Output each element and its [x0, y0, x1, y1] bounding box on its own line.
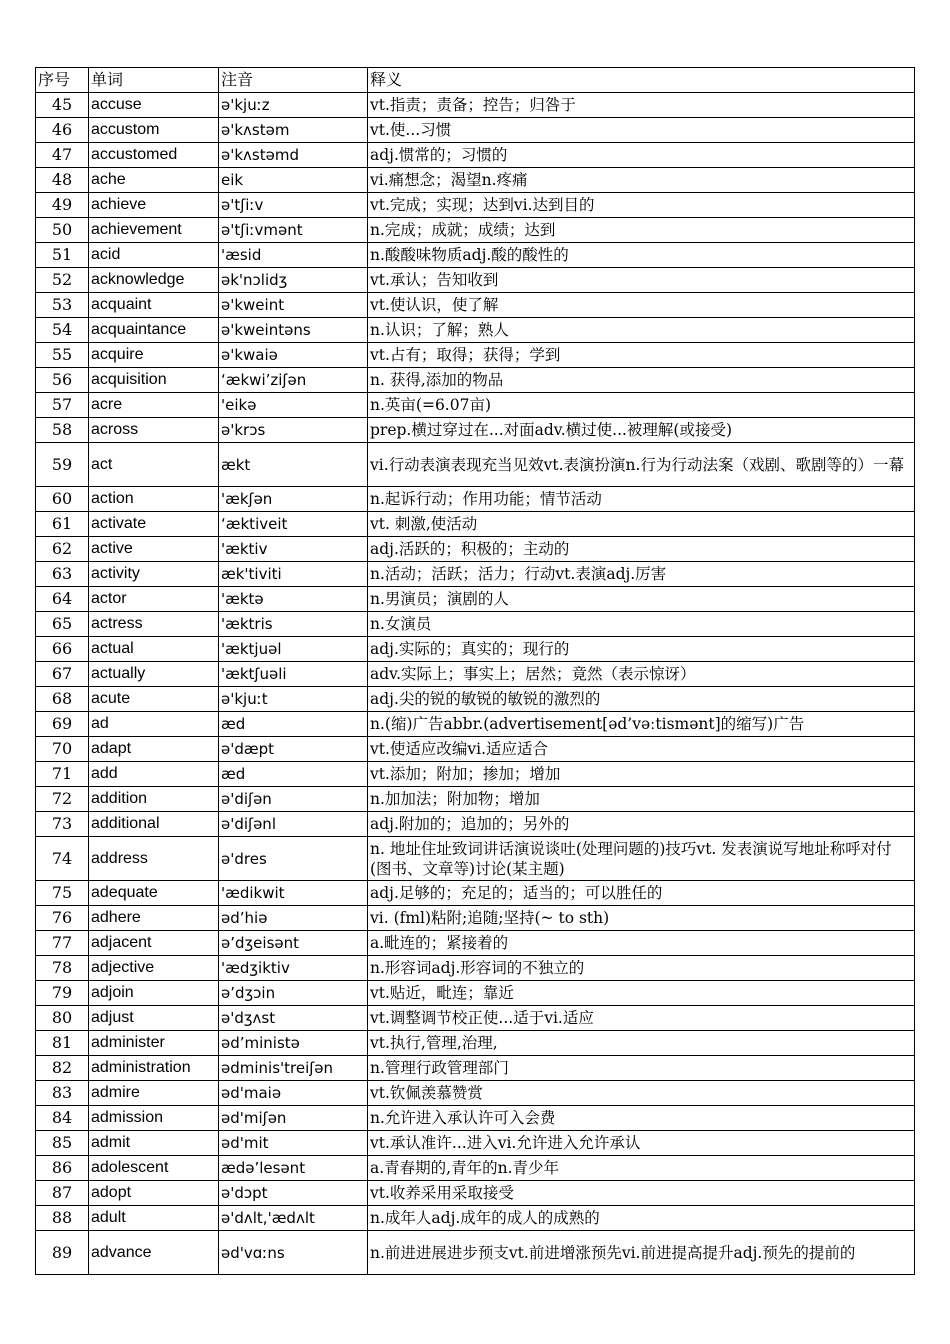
table-row: [36, 737, 915, 762]
row-word: acre: [89, 393, 219, 418]
row-number: 82: [36, 1056, 89, 1081]
vocabulary-table: [35, 67, 915, 1275]
row-word: additional: [89, 812, 219, 837]
row-phonetic: 'æktʃuəli: [219, 662, 368, 687]
row-number: 58: [36, 418, 89, 443]
row-number: 53: [36, 293, 89, 318]
row-phonetic: 'æktiv: [219, 537, 368, 562]
row-definition: a.青春期的,青年的n.青少年: [368, 1156, 915, 1181]
row-number: 85: [36, 1131, 89, 1156]
table-row: [36, 612, 915, 637]
table-row: [36, 1181, 915, 1206]
table-row: [36, 343, 915, 368]
row-word: add: [89, 762, 219, 787]
row-definition: vt.调整调节校正使...适于vi.适应: [368, 1006, 915, 1031]
row-number: 75: [36, 881, 89, 906]
row-number: 70: [36, 737, 89, 762]
row-number: 88: [36, 1206, 89, 1231]
row-word: actually: [89, 662, 219, 687]
row-phonetic: əd'vɑːns: [219, 1231, 368, 1275]
table-row: [36, 637, 915, 662]
row-word: adhere: [89, 906, 219, 931]
row-definition: n. 地址住址致词讲话演说谈吐(处理问题的)技巧vt. 发表演说写地址称呼对付(图书、文章等)讨论(某主题): [368, 837, 915, 881]
header-row: [36, 68, 915, 93]
row-word: admire: [89, 1081, 219, 1106]
row-definition: n.女演员: [368, 612, 915, 637]
table-row: [36, 956, 915, 981]
table-row: [36, 1131, 915, 1156]
row-word: across: [89, 418, 219, 443]
table-row: [36, 537, 915, 562]
row-phonetic: əd’hiə: [219, 906, 368, 931]
table-row: [36, 193, 915, 218]
row-phonetic: 'ækʃən: [219, 487, 368, 512]
header-word: 单词: [89, 68, 219, 93]
row-number: 74: [36, 837, 89, 881]
table-row: [36, 118, 915, 143]
row-number: 45: [36, 93, 89, 118]
row-definition: vt.使适应改编vi.适应适合: [368, 737, 915, 762]
row-phonetic: ə'dres: [219, 837, 368, 881]
row-definition: n.英亩(=6.07亩): [368, 393, 915, 418]
row-definition: vt.添加；附加；掺加；增加: [368, 762, 915, 787]
row-definition: adj.惯常的；习惯的: [368, 143, 915, 168]
row-number: 73: [36, 812, 89, 837]
table-row: [36, 787, 915, 812]
row-word: addition: [89, 787, 219, 812]
row-word: action: [89, 487, 219, 512]
table-row: [36, 1056, 915, 1081]
table-row: [36, 93, 915, 118]
row-number: 80: [36, 1006, 89, 1031]
row-word: acquaint: [89, 293, 219, 318]
row-phonetic: ə'dɔpt: [219, 1181, 368, 1206]
row-word: adopt: [89, 1181, 219, 1206]
row-definition: adj.尖的锐的敏锐的敏锐的激烈的: [368, 687, 915, 712]
table-row: [36, 837, 915, 881]
row-phonetic: ə'tʃiːv: [219, 193, 368, 218]
row-definition: vt. 刺激,使活动: [368, 512, 915, 537]
header-number: 序号: [36, 68, 89, 93]
table-row: [36, 662, 915, 687]
row-number: 51: [36, 243, 89, 268]
row-phonetic: ə'kjuːz: [219, 93, 368, 118]
table-row: [36, 1206, 915, 1231]
row-number: 89: [36, 1231, 89, 1275]
row-definition: n.活动；活跃；活力；行动vt.表演adj.厉害: [368, 562, 915, 587]
row-definition: adv.实际上；事实上；居然；竟然（表示惊讶）: [368, 662, 915, 687]
row-word: admit: [89, 1131, 219, 1156]
row-phonetic: 'ædʒiktiv: [219, 956, 368, 981]
row-number: 46: [36, 118, 89, 143]
row-definition: n.成年人adj.成年的成人的成熟的: [368, 1206, 915, 1231]
table-row: [36, 1006, 915, 1031]
row-definition: a.毗连的；紧接着的: [368, 931, 915, 956]
row-phonetic: ə'kweint: [219, 293, 368, 318]
row-word: act: [89, 443, 219, 487]
table-row: [36, 1031, 915, 1056]
table-row: [36, 906, 915, 931]
row-phonetic: ə'kʌstəmd: [219, 143, 368, 168]
row-word: ad: [89, 712, 219, 737]
row-definition: adj.活跃的；积极的；主动的: [368, 537, 915, 562]
row-word: active: [89, 537, 219, 562]
row-phonetic: eik: [219, 168, 368, 193]
row-definition: n.管理行政管理部门: [368, 1056, 915, 1081]
row-definition: vi.行动表演表现充当见效vt.表演扮演n.行为行动法案（戏剧、歌剧等的）一幕: [368, 443, 915, 487]
row-phonetic: ə'krɔs: [219, 418, 368, 443]
table-row: [36, 687, 915, 712]
row-definition: vt.贴近，毗连；靠近: [368, 981, 915, 1006]
row-phonetic: əd'maiə: [219, 1081, 368, 1106]
table-row: [36, 143, 915, 168]
row-phonetic: ‘ækwi’ziʃən: [219, 368, 368, 393]
row-phonetic: 'æktris: [219, 612, 368, 637]
row-phonetic: ə’dʒeisənt: [219, 931, 368, 956]
row-definition: vt.收养采用采取接受: [368, 1181, 915, 1206]
row-definition: n.形容词adj.形容词的不独立的: [368, 956, 915, 981]
row-number: 69: [36, 712, 89, 737]
row-word: advance: [89, 1231, 219, 1275]
row-definition: vt.使...习惯: [368, 118, 915, 143]
row-word: accuse: [89, 93, 219, 118]
row-word: actual: [89, 637, 219, 662]
row-definition: n.认识；了解；熟人: [368, 318, 915, 343]
table-row: [36, 587, 915, 612]
row-phonetic: æd: [219, 712, 368, 737]
row-word: adolescent: [89, 1156, 219, 1181]
row-phonetic: ə'dʌlt,'ædʌlt: [219, 1206, 368, 1231]
table-row: [36, 881, 915, 906]
row-word: actress: [89, 612, 219, 637]
header-definition: 释义: [368, 68, 915, 93]
table-row: [36, 318, 915, 343]
table-row: [36, 981, 915, 1006]
row-number: 86: [36, 1156, 89, 1181]
row-phonetic: ədminis'treiʃən: [219, 1056, 368, 1081]
table-row: [36, 268, 915, 293]
row-phonetic: ə'diʃənl: [219, 812, 368, 837]
row-definition: vt.钦佩羡慕赞赏: [368, 1081, 915, 1106]
table-row: [36, 393, 915, 418]
table-row: [36, 512, 915, 537]
row-phonetic: ə'dæpt: [219, 737, 368, 762]
row-phonetic: əd’ministə: [219, 1031, 368, 1056]
row-number: 81: [36, 1031, 89, 1056]
row-number: 47: [36, 143, 89, 168]
row-number: 59: [36, 443, 89, 487]
row-number: 67: [36, 662, 89, 687]
table-row: [36, 218, 915, 243]
row-word: acquaintance: [89, 318, 219, 343]
row-definition: vt.占有；取得；获得；学到: [368, 343, 915, 368]
row-word: acid: [89, 243, 219, 268]
table-row: [36, 168, 915, 193]
row-number: 76: [36, 906, 89, 931]
row-number: 56: [36, 368, 89, 393]
row-definition: n.允许进入承认许可入会费: [368, 1106, 915, 1131]
row-number: 78: [36, 956, 89, 981]
row-definition: n.加加法；附加物；增加: [368, 787, 915, 812]
table-row: [36, 1081, 915, 1106]
row-number: 79: [36, 981, 89, 1006]
row-number: 62: [36, 537, 89, 562]
row-word: adjective: [89, 956, 219, 981]
table-row: [36, 443, 915, 487]
table-row: [36, 712, 915, 737]
row-phonetic: ək'nɔlidʒ: [219, 268, 368, 293]
row-word: accustomed: [89, 143, 219, 168]
header-phonetic: 注音: [219, 68, 368, 93]
row-word: administration: [89, 1056, 219, 1081]
row-definition: n. 获得,添加的物品: [368, 368, 915, 393]
row-definition: n.(缩)广告abbr.(advertisement[əd’vəːtismənt]的缩写)广告: [368, 712, 915, 737]
row-number: 84: [36, 1106, 89, 1131]
table-row: [36, 1231, 915, 1275]
row-definition: n.起诉行动；作用功能；情节活动: [368, 487, 915, 512]
row-phonetic: ækt: [219, 443, 368, 487]
row-definition: n.完成；成就；成绩；达到: [368, 218, 915, 243]
row-definition: adj.附加的；追加的；另外的: [368, 812, 915, 837]
row-phonetic: ə'dʒʌst: [219, 1006, 368, 1031]
row-number: 54: [36, 318, 89, 343]
row-word: adult: [89, 1206, 219, 1231]
table-row: [36, 418, 915, 443]
row-word: adapt: [89, 737, 219, 762]
row-word: adequate: [89, 881, 219, 906]
table-row: [36, 243, 915, 268]
row-number: 66: [36, 637, 89, 662]
table-row: [36, 368, 915, 393]
table-row: [36, 1156, 915, 1181]
row-phonetic: ə'kʌstəm: [219, 118, 368, 143]
row-definition: n.酸酸味物质adj.酸的酸性的: [368, 243, 915, 268]
row-number: 65: [36, 612, 89, 637]
row-number: 55: [36, 343, 89, 368]
row-phonetic: 'æsid: [219, 243, 368, 268]
row-number: 63: [36, 562, 89, 587]
row-word: adjust: [89, 1006, 219, 1031]
row-number: 71: [36, 762, 89, 787]
row-phonetic: ə'tʃiːvmənt: [219, 218, 368, 243]
row-definition: vt.承认；告知收到: [368, 268, 915, 293]
row-word: address: [89, 837, 219, 881]
table-row: [36, 562, 915, 587]
row-definition: n.前进进展进步预支vt.前进增涨预先vi.前进提高提升adj.预先的提前的: [368, 1231, 915, 1275]
row-phonetic: 'ædikwit: [219, 881, 368, 906]
row-phonetic: ‘æktiveit: [219, 512, 368, 537]
row-number: 83: [36, 1081, 89, 1106]
table-row: [36, 487, 915, 512]
row-phonetic: ə'kwaiə: [219, 343, 368, 368]
row-definition: adj.实际的；真实的；现行的: [368, 637, 915, 662]
row-phonetic: ə'diʃən: [219, 787, 368, 812]
row-number: 57: [36, 393, 89, 418]
row-number: 52: [36, 268, 89, 293]
row-phonetic: 'æktjuəl: [219, 637, 368, 662]
table-row: [36, 1106, 915, 1131]
row-word: achievement: [89, 218, 219, 243]
row-phonetic: ə'kweintəns: [219, 318, 368, 343]
row-number: 87: [36, 1181, 89, 1206]
row-word: acquisition: [89, 368, 219, 393]
row-definition: vt.执行,管理,治理,: [368, 1031, 915, 1056]
row-word: administer: [89, 1031, 219, 1056]
row-number: 61: [36, 512, 89, 537]
row-phonetic: ə'kjuːt: [219, 687, 368, 712]
row-number: 60: [36, 487, 89, 512]
table-row: [36, 931, 915, 956]
row-definition: vt.使认识，使了解: [368, 293, 915, 318]
row-phonetic: æd: [219, 762, 368, 787]
row-definition: prep.横过穿过在...对面adv.横过使...被理解(或接受): [368, 418, 915, 443]
row-number: 77: [36, 931, 89, 956]
row-definition: vt.完成；实现；达到vi.达到目的: [368, 193, 915, 218]
row-definition: vt.指责；责备；控告；归咎于: [368, 93, 915, 118]
row-definition: vi. (fml)粘附;追随;坚持(~ to sth): [368, 906, 915, 931]
row-number: 64: [36, 587, 89, 612]
row-word: activate: [89, 512, 219, 537]
row-phonetic: 'æktə: [219, 587, 368, 612]
row-phonetic: æk'tiviti: [219, 562, 368, 587]
row-word: adjacent: [89, 931, 219, 956]
row-definition: adj.足够的；充足的；适当的；可以胜任的: [368, 881, 915, 906]
row-number: 68: [36, 687, 89, 712]
row-number: 48: [36, 168, 89, 193]
row-word: activity: [89, 562, 219, 587]
row-phonetic: əd'mit: [219, 1131, 368, 1156]
row-number: 50: [36, 218, 89, 243]
row-word: acute: [89, 687, 219, 712]
row-number: 72: [36, 787, 89, 812]
row-phonetic: 'eikə: [219, 393, 368, 418]
table-row: [36, 762, 915, 787]
row-definition: vt.承认准许...进入vi.允许进入允许承认: [368, 1131, 915, 1156]
row-definition: vi.痛想念；渴望n.疼痛: [368, 168, 915, 193]
row-word: acquire: [89, 343, 219, 368]
row-phonetic: ə’dʒɔin: [219, 981, 368, 1006]
row-word: adjoin: [89, 981, 219, 1006]
row-phonetic: əd'miʃən: [219, 1106, 368, 1131]
table-row: [36, 812, 915, 837]
table-row: [36, 293, 915, 318]
row-word: actor: [89, 587, 219, 612]
row-definition: n.男演员；演剧的人: [368, 587, 915, 612]
row-phonetic: ædə’lesənt: [219, 1156, 368, 1181]
row-word: acknowledge: [89, 268, 219, 293]
row-word: accustom: [89, 118, 219, 143]
row-word: achieve: [89, 193, 219, 218]
row-word: admission: [89, 1106, 219, 1131]
row-number: 49: [36, 193, 89, 218]
row-word: ache: [89, 168, 219, 193]
